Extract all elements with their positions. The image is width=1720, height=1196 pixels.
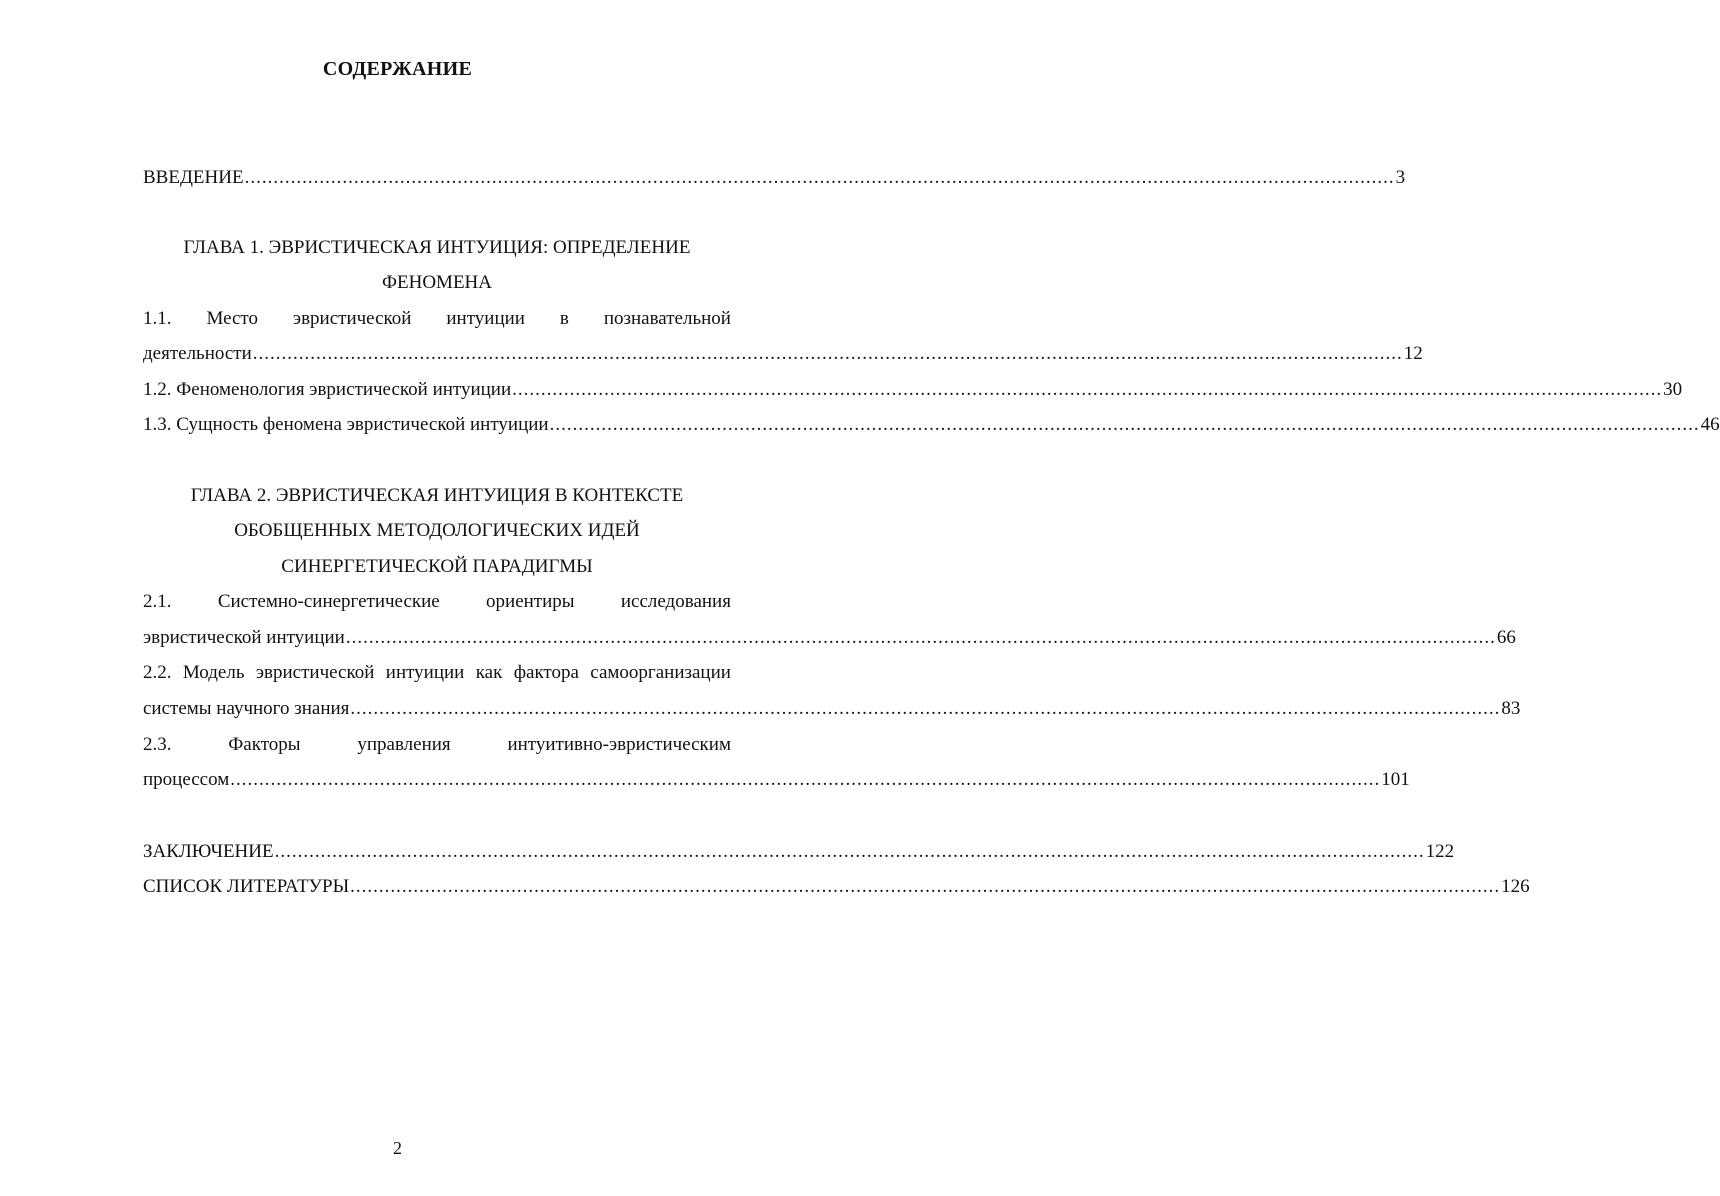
toc-entry-2-3-line2 [143,768,1410,792]
page-title: СОДЕРЖАНИЕ [322,58,473,80]
toc-page-number: 101 [1381,769,1410,790]
toc-entry-label: 1.2. Феноменология эвристической интуиции [143,379,512,400]
word: эвристической [292,308,412,329]
toc-leader-dots: ........................................................................................................................................................................................................ [549,414,1700,435]
toc-page-number: 46 [1700,414,1720,435]
toc-page-number: 83 [1501,698,1521,719]
toc-entry-2-2-line1 [143,661,731,685]
toc-entry-2-3-line1 [143,733,731,757]
word: интуиции [385,662,465,683]
toc-leader-dots: ........................................................................................................................................................................................................ [252,343,1403,364]
toc-leader-dots: ........................................................................................................................................................................................................ [350,698,1501,719]
toc-entry-label: системы научного знания [143,698,350,719]
word: интуиции [446,308,525,329]
word: исследования [620,591,731,612]
toc-entry-2-2-line2 [143,697,1521,721]
chapter1-heading-line1: ГЛАВА 1. ЭВРИСТИЧЕСКАЯ ИНТУИЦИЯ: ОПРЕДЕЛЕНИЕ [183,237,691,258]
toc-entry-label: эвристической интуиции [143,627,345,648]
toc-page-number: 12 [1403,343,1423,364]
toc-entry-label: СПИСОК ЛИТЕРАТУРЫ [143,876,350,897]
word: Системно-синергетические [217,591,440,612]
toc-entry-2-1-line1 [143,590,731,614]
chapter2-heading-line1: ГЛАВА 2. ЭВРИСТИЧЕСКАЯ ИНТУИЦИЯ В КОНТЕКСТЕ [190,485,684,506]
toc-leader-dots: ........................................................................................................................................................................................................ [230,769,1381,790]
word: 1.1. [143,308,172,329]
toc-leader-dots: ........................................................................................................................................................................................................ [350,876,1501,897]
word: управления [357,734,451,755]
toc-page-number: 122 [1425,841,1455,862]
toc-leader-dots: ........................................................................................................................................................................................................ [274,841,1425,862]
toc-page-number: 3 [1395,167,1406,188]
word: самоорганизации [590,662,731,683]
toc-leader-dots: ........................................................................................................................................................................................................ [512,379,1663,400]
toc-entry-label: деятельности [143,343,252,364]
toc-entry-conclusion [143,840,1455,864]
toc-entry-label: процессом [143,769,230,790]
toc-entry-label: 1.3. Сущность феномена эвристической интуиции [143,414,549,435]
toc-entry-bibliography [143,875,1530,899]
word: 2.1. [143,591,172,612]
toc-entry-intro [143,166,1406,190]
word: фактора [513,662,579,683]
word: интуитивно-эвристическим [507,734,731,755]
word: ориентиры [486,591,575,612]
word: Факторы [228,734,301,755]
word: в [559,308,569,329]
word: познавательной [603,308,731,329]
toc-page-number: 126 [1501,876,1530,897]
page-number: 2 [393,1138,402,1158]
toc-entry-1-3 [143,413,1720,437]
chapter1-heading-line2: ФЕНОМЕНА [381,272,492,293]
toc-page-number: 30 [1663,379,1683,400]
toc-entry-label: ВВЕДЕНИЕ [143,167,244,188]
word: Модель [182,662,245,683]
toc-page-number: 66 [1496,627,1516,648]
toc-entry-1-1-line2 [143,342,1423,366]
toc-leader-dots: ........................................................................................................................................................................................................ [244,167,1395,188]
toc-entry-label: ЗАКЛЮЧЕНИЕ [143,841,274,862]
word: 2.3. [143,734,172,755]
word: 2.2. [143,662,172,683]
word: как [475,662,503,683]
chapter2-heading-line2: ОБОБЩЕННЫХ МЕТОДОЛОГИЧЕСКИХ ИДЕЙ [234,520,640,541]
toc-entry-1-1-line1 [143,307,731,331]
word: эвристической [255,662,375,683]
toc-leader-dots: ........................................................................................................................................................................................................ [345,627,1496,648]
toc-entry-2-1-line2 [143,626,1516,650]
word: Место [206,308,258,329]
chapter2-heading-line3: СИНЕРГЕТИЧЕСКОЙ ПАРАДИГМЫ [281,556,593,577]
toc-entry-1-2 [143,378,1683,402]
